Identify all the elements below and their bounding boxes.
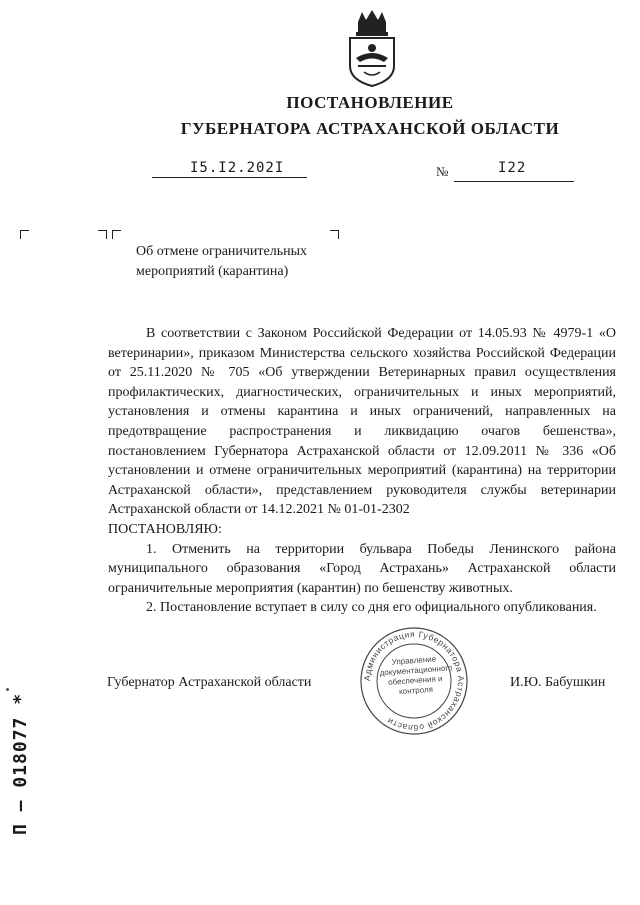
number-label: №	[436, 164, 449, 179]
document-number: I22	[498, 160, 527, 176]
subject-line: Об отмене ограничительных	[136, 244, 308, 259]
decree-item-2: 2. Постановление вступает в силу со дня его официального опубликования.	[146, 600, 597, 616]
corner-mark	[112, 230, 121, 239]
number-underline	[454, 181, 574, 182]
preamble-paragraph: В соответствии с Законом Российской Федерации от 14.05.93 № 4979-1 «О ветеринарии», приказом Министерства сельского хозяйства Российской Федерации от 25.11.2020 № 705 «Об утверждении Ветеринарных правил осуществления профилактических, диагностических, ограничительных и иных мероприятий, установления и отмены карантина и иных ограничений, направленных на предотвращение распространения и ликвидацию очагов бешенства», постановлением Губернатора Астраханской области от 12.09.2011 № 336 «Об установлении и отмене ограничительных мероприятий (карантина) на территории Астраханской области», представлением руководителя службы ветеринарии Астраханской области от 14.12.2021 № 01-01-2302	[108, 326, 616, 518]
document-subject	[136, 242, 346, 282]
signatory-name: И.Ю. Бабушкин	[510, 675, 606, 690]
signatory-role: Губернатор Астраханской области	[107, 675, 312, 690]
document-date: I5.I2.202I	[190, 160, 285, 176]
decree-word: ПОСТАНОВЛЯЮ:	[108, 521, 222, 537]
stamp-ring-text: Администрация Губернатора Астраханской области	[361, 628, 467, 734]
corner-mark	[98, 230, 107, 239]
margin-dot	[6, 688, 9, 691]
document-title: ПОСТАНОВЛЕНИЕ	[286, 93, 454, 112]
form-serial-code: П – 018077 *	[10, 692, 31, 835]
subject-line: мероприятий (карантина)	[136, 264, 289, 279]
document-body	[108, 324, 616, 618]
corner-mark	[330, 230, 339, 239]
coat-of-arms-emblem	[344, 8, 400, 88]
corner-mark	[20, 230, 29, 239]
stamp-inner-text: Управление документационного обеспечения и контроля	[379, 654, 453, 697]
decree-item-1: 1. Отменить на территории бульвара Победы Ленинского района муниципального образования «Город Астрахань» Астраханской области ограничительные мероприятия (карантин) по бешенству животных.	[108, 541, 616, 596]
document-authority: ГУБЕРНАТОРА АСТРАХАНСКОЙ ОБЛАСТИ	[180, 119, 560, 138]
date-underline	[152, 177, 307, 178]
